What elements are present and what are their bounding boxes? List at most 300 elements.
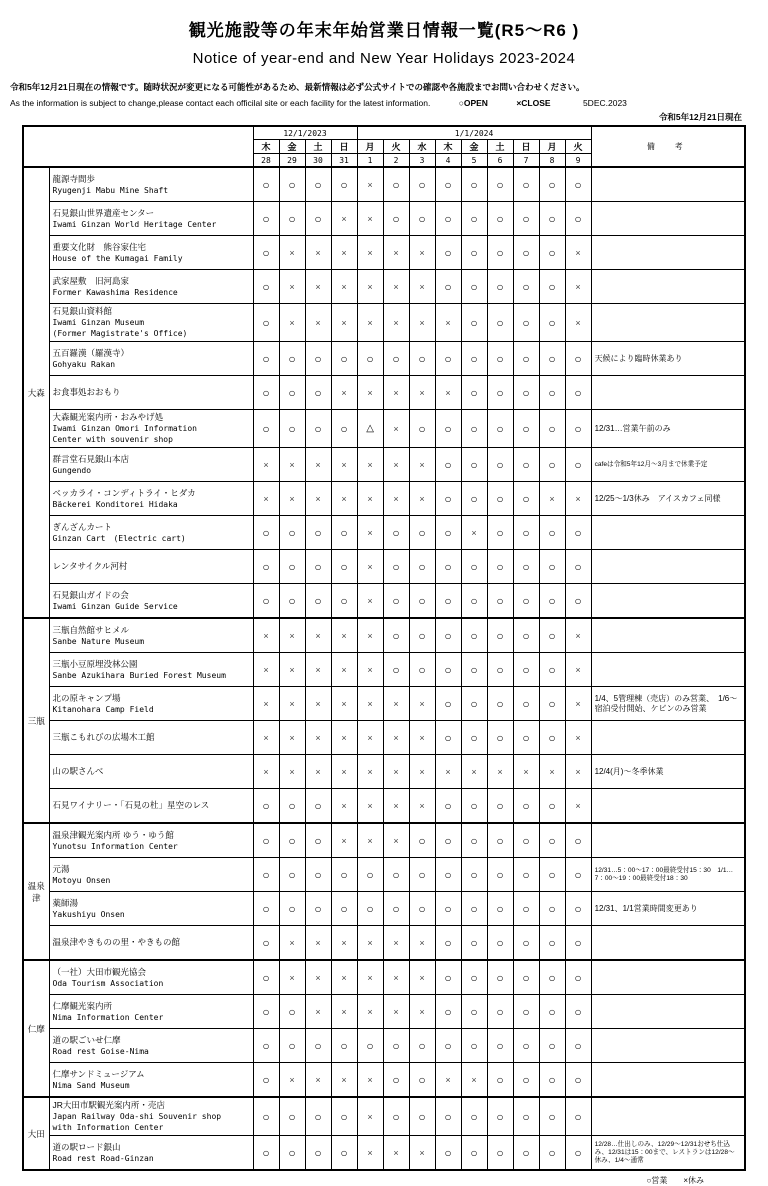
status-cell: ○ [435,995,461,1029]
period1-header: 12/1/2023 [253,126,357,140]
status-cell: ○ [513,960,539,995]
status-cell: × [383,721,409,755]
status-cell: ○ [539,721,565,755]
facility-row [23,823,745,858]
status-cell: × [331,823,357,858]
facility-name-ja: 薬師湯 [52,897,79,908]
status-cell: ○ [487,618,513,653]
status-cell: ○ [461,410,487,448]
facility-name-ja: 道の駅ロード銀山 [52,1141,121,1152]
facility-name-ja: JR大田市駅観光案内所・売店 [52,1100,165,1110]
status-cell: ○ [565,1063,591,1098]
status-cell: ○ [539,892,565,926]
status-cell: ○ [279,342,305,376]
status-cell: × [487,755,513,789]
status-cell: × [305,482,331,516]
status-cell: ○ [383,1097,409,1136]
status-cell: ○ [487,892,513,926]
status-cell: × [357,236,383,270]
status-cell: ○ [253,1097,279,1136]
status-cell: ○ [513,789,539,824]
status-cell: ○ [331,584,357,619]
weekday-cell: 土 [305,140,331,154]
status-cell: × [357,926,383,961]
status-cell: × [253,687,279,721]
status-cell: ○ [565,410,591,448]
facility-name-en: Oda Tourism Association [52,978,164,988]
status-cell: × [331,789,357,824]
status-cell: × [383,823,409,858]
status-cell: × [357,516,383,550]
status-cell: × [565,236,591,270]
table-header [23,126,745,167]
status-cell: ○ [487,687,513,721]
weekday-cell: 火 [565,140,591,154]
status-cell: × [383,926,409,961]
facility-name-en: House of the Kumagai Family [52,253,183,263]
status-cell: ○ [305,823,331,858]
status-cell: ○ [461,448,487,482]
status-cell: ○ [279,823,305,858]
status-cell: × [305,653,331,687]
status-cell: × [279,960,305,995]
status-cell: ○ [305,410,331,448]
facility-name-ja: 重要文化財 熊谷家住宅 [52,241,147,252]
facility-name [49,448,253,482]
status-cell: ○ [487,1063,513,1098]
status-cell: ○ [435,167,461,202]
note-line [10,98,768,108]
date-cell: 7 [513,154,539,168]
facility-name-ja: 温泉津観光案内所 ゆう・ゆう館 [52,829,174,840]
status-cell: ○ [539,858,565,892]
remark-cell: 12/4(月)～冬季休業 [591,755,745,789]
status-cell: ○ [305,858,331,892]
status-cell: ○ [383,516,409,550]
status-cell: × [565,482,591,516]
status-cell: ○ [565,1136,591,1171]
weekday-cell: 火 [383,140,409,154]
weekday-cell: 月 [357,140,383,154]
status-cell: ○ [461,482,487,516]
status-cell: × [435,755,461,789]
status-cell: × [409,755,435,789]
status-cell: ○ [279,1029,305,1063]
status-cell: ○ [409,410,435,448]
status-cell: ○ [539,653,565,687]
status-cell: ○ [435,858,461,892]
status-cell: × [305,995,331,1029]
status-cell: × [383,236,409,270]
status-cell: × [565,721,591,755]
status-cell: ○ [461,858,487,892]
status-cell: × [279,270,305,304]
date-cell: 2 [383,154,409,168]
facility-name [49,1063,253,1098]
status-cell: ○ [253,584,279,619]
status-cell: × [279,448,305,482]
status-cell: ○ [253,995,279,1029]
status-cell: ○ [539,1063,565,1098]
facility-row [23,516,745,550]
status-cell: ○ [565,550,591,584]
status-cell: ○ [253,202,279,236]
status-cell: ○ [565,584,591,619]
status-cell: ○ [539,995,565,1029]
facility-row [23,410,745,448]
remarks-header: 備 考 [591,126,745,167]
status-cell: × [357,653,383,687]
status-cell: × [383,482,409,516]
status-cell: × [409,687,435,721]
facility-row [23,858,745,892]
facility-name-en: Bäckerei Konditorei Hidaka [52,499,178,509]
status-cell: ○ [383,342,409,376]
status-cell: ○ [331,1136,357,1171]
status-cell: ○ [253,892,279,926]
facility-row [23,550,745,584]
status-cell: ○ [565,892,591,926]
facility-row [23,1097,745,1136]
facility-name-en: (Former Magistrate's Office) [52,329,188,338]
status-cell: ○ [435,410,461,448]
status-cell: × [357,721,383,755]
remark-cell: 12/31…5：00～17：00最終受付15：30 1/1…7：00～19：00最終受付18：30 [591,858,745,892]
status-cell: × [279,304,305,342]
status-cell: ○ [461,304,487,342]
status-cell: ○ [461,823,487,858]
facility-name [49,926,253,961]
status-cell: ○ [487,995,513,1029]
status-cell: ○ [487,410,513,448]
status-cell: × [383,270,409,304]
facility-name [49,202,253,236]
status-cell: × [383,1136,409,1171]
facility-name-ja: 大森観光案内所・おみやげ処 [52,412,164,422]
status-cell: ○ [435,1136,461,1171]
facility-row [23,448,745,482]
facility-name-ja: 石見銀山世界遺産センター [52,207,155,218]
status-cell: × [383,376,409,410]
facility-name [49,1136,253,1171]
status-cell: × [357,1136,383,1171]
status-cell: × [409,376,435,410]
status-cell: ○ [487,167,513,202]
region-label: 温泉津 [23,823,49,960]
status-cell: ○ [305,789,331,824]
facility-name-ja: 石見ワイナリー・「石見の杜」星空のレス [52,800,210,810]
facility-name [49,823,253,858]
status-cell: ○ [565,1029,591,1063]
status-cell: × [279,236,305,270]
status-cell: ○ [513,304,539,342]
status-cell: ○ [565,376,591,410]
status-cell: ○ [383,1063,409,1098]
facility-name [49,892,253,926]
status-cell: × [253,653,279,687]
facility-name-ja: 温泉津やきものの里・やきもの館 [52,937,181,947]
status-cell: ○ [513,1029,539,1063]
facility-name [49,789,253,824]
remark-cell: 12/31…営業午前のみ [591,410,745,448]
status-cell: × [357,1063,383,1098]
weekday-cell: 月 [539,140,565,154]
status-cell: × [383,687,409,721]
status-cell: ○ [513,448,539,482]
status-cell: ○ [435,584,461,619]
note-japanese: 令和5年12月21日現在の情報です。随時状況が変更になる可能性があるため、最新情報は必ず公式サイトでの確認や各施設までお問い合わせください。 [10,82,585,92]
page-header [0,0,768,123]
status-cell: ○ [539,1029,565,1063]
status-cell: × [357,270,383,304]
status-cell: ○ [383,202,409,236]
status-cell: × [565,304,591,342]
status-cell: ○ [539,550,565,584]
facility-name [49,342,253,376]
date-cell: 4 [435,154,461,168]
status-cell: ○ [487,202,513,236]
status-cell: × [331,236,357,270]
status-cell: △ [357,410,383,448]
facility-name-ja: 石見銀山資料館 [52,306,113,316]
status-cell: × [409,270,435,304]
status-cell: ○ [279,516,305,550]
status-cell: × [357,482,383,516]
status-cell: ○ [435,236,461,270]
status-cell: × [357,960,383,995]
as-of-date: 令和5年12月21日現在 [658,112,742,122]
status-cell: ○ [539,516,565,550]
status-cell: ○ [461,687,487,721]
status-cell: ○ [565,926,591,961]
status-cell: × [253,618,279,653]
facility-row [23,960,745,995]
status-cell: ○ [487,789,513,824]
facility-name-ja: ベッカライ・コンディトライ・ヒダカ [52,487,196,498]
status-cell: ○ [565,167,591,202]
status-cell: × [409,236,435,270]
status-cell: ○ [487,926,513,961]
status-cell: ○ [383,653,409,687]
status-cell: × [279,653,305,687]
period2-header: 1/1/2024 [357,126,591,140]
status-cell: ○ [565,858,591,892]
status-cell: × [461,1063,487,1098]
status-cell: × [305,448,331,482]
facility-name [49,584,253,619]
status-cell: ○ [383,618,409,653]
date-cell: 3 [409,154,435,168]
status-cell: × [539,482,565,516]
region-label: 三瓶 [23,618,49,823]
status-cell: ○ [539,304,565,342]
status-cell: ○ [279,167,305,202]
status-cell: ○ [253,1063,279,1098]
status-cell: ○ [435,789,461,824]
facility-name [49,960,253,995]
status-cell: ○ [279,892,305,926]
facility-row [23,584,745,619]
remark-cell: 12/25～1/3休み アイスカフェ同様 [591,482,745,516]
weekday-cell: 木 [435,140,461,154]
status-cell: × [305,270,331,304]
status-cell: ○ [539,167,565,202]
status-cell: ○ [539,448,565,482]
status-cell: × [305,960,331,995]
status-cell: × [331,304,357,342]
status-cell: ○ [487,721,513,755]
status-cell: × [409,995,435,1029]
status-cell: ○ [539,584,565,619]
status-cell: ○ [435,960,461,995]
remark-cell: 天候により臨時休業あり [591,342,745,376]
status-cell: × [383,995,409,1029]
status-cell: ○ [487,550,513,584]
status-cell: × [409,1136,435,1171]
status-cell: × [331,482,357,516]
facility-name-ja: 石見銀山ガイドの会 [52,589,129,600]
facility-row [23,1136,745,1171]
status-cell: ○ [565,448,591,482]
status-cell: × [305,687,331,721]
status-cell: × [305,304,331,342]
status-cell: ○ [513,202,539,236]
facility-row [23,995,745,1029]
facility-row [23,304,745,342]
status-cell: ○ [461,653,487,687]
status-cell: ○ [487,270,513,304]
status-cell: × [331,960,357,995]
status-cell: × [305,618,331,653]
facility-row [23,202,745,236]
status-cell: × [409,448,435,482]
status-cell: ○ [487,960,513,995]
status-cell: × [331,270,357,304]
remark-cell [591,236,745,270]
status-cell: ○ [539,202,565,236]
region-label: 大森 [23,167,49,618]
status-cell: ○ [305,202,331,236]
status-cell: ○ [539,376,565,410]
status-cell: × [279,926,305,961]
status-cell: ○ [539,687,565,721]
status-cell: × [331,448,357,482]
remark-cell [591,202,745,236]
facility-name-ja: レンタサイクル河村 [52,561,128,571]
status-cell: ○ [279,202,305,236]
status-cell: ○ [279,584,305,619]
status-cell: ○ [253,410,279,448]
holiday-table [22,125,746,1171]
remark-cell [591,1063,745,1098]
remark-cell [591,618,745,653]
status-cell: ○ [305,1029,331,1063]
status-cell: ○ [435,516,461,550]
status-cell: ○ [409,1029,435,1063]
remark-cell [591,376,745,410]
status-cell: ○ [539,618,565,653]
remark-cell [591,167,745,202]
facility-name-ja: 群言堂石見銀山本店 [52,453,130,464]
remark-cell [591,721,745,755]
status-cell: ○ [383,858,409,892]
legend-close-label: ×CLOSE [516,98,551,108]
facility-name-en: Ryugenji Mabu Mine Shaft [52,185,169,195]
status-cell: × [357,448,383,482]
status-cell: ○ [513,1136,539,1171]
status-cell: ○ [461,618,487,653]
status-cell: × [357,167,383,202]
status-cell: × [357,304,383,342]
status-cell: ○ [331,342,357,376]
facility-name-ja: ぎんざんカート [52,521,113,532]
status-cell: ○ [539,236,565,270]
remark-cell: 12/31、1/1営業時間変更あり [591,892,745,926]
facility-name-en: Road rest Road-Ginzan [52,1153,154,1163]
status-cell: ○ [331,858,357,892]
status-cell: ○ [409,1063,435,1098]
facility-name-ja: 仁摩観光案内所 [52,1000,113,1011]
remark-cell [591,789,745,824]
status-cell: ○ [279,550,305,584]
status-cell: × [305,926,331,961]
status-cell: ○ [513,618,539,653]
status-cell: ○ [409,550,435,584]
facility-name-ja: 武家屋敷 旧河島家 [52,275,130,286]
date-cell: 5 [461,154,487,168]
status-cell: ○ [305,167,331,202]
legend-open-label: ○OPEN [458,98,488,108]
status-cell: × [461,516,487,550]
status-cell: ○ [253,823,279,858]
region-label: 仁摩 [23,960,49,1097]
facility-row [23,789,745,824]
status-cell: ○ [279,1097,305,1136]
status-cell: × [331,687,357,721]
facility-row [23,167,745,202]
facility-row [23,236,745,270]
facility-row [23,926,745,961]
status-cell: × [357,1097,383,1136]
status-cell: × [305,721,331,755]
status-cell: ○ [487,858,513,892]
status-cell: ○ [435,926,461,961]
facility-name-ja: 五百羅漢（羅漢寺） [52,347,130,358]
status-cell: ○ [513,858,539,892]
status-cell: ○ [539,926,565,961]
status-cell: × [565,755,591,789]
facility-name [49,550,253,584]
facility-name [49,376,253,410]
status-cell: ○ [513,270,539,304]
status-cell: ○ [461,342,487,376]
status-cell: ○ [565,960,591,995]
status-cell: ○ [357,342,383,376]
status-cell: × [357,584,383,619]
status-cell: × [409,926,435,961]
status-cell: × [331,755,357,789]
facility-name-en: Nima Sand Museum [52,1080,130,1090]
remark-cell [591,1029,745,1063]
facility-name-ja: 仁摩サンドミュージアム [52,1068,145,1079]
status-cell: × [565,270,591,304]
status-cell: ○ [513,823,539,858]
facility-name-en: Iwami Ginzan Guide Service [52,601,178,611]
facility-name-ja: お食事処おおもり [52,387,121,397]
weekday-cell: 土 [487,140,513,154]
status-cell: ○ [331,1097,357,1136]
facility-name [49,236,253,270]
